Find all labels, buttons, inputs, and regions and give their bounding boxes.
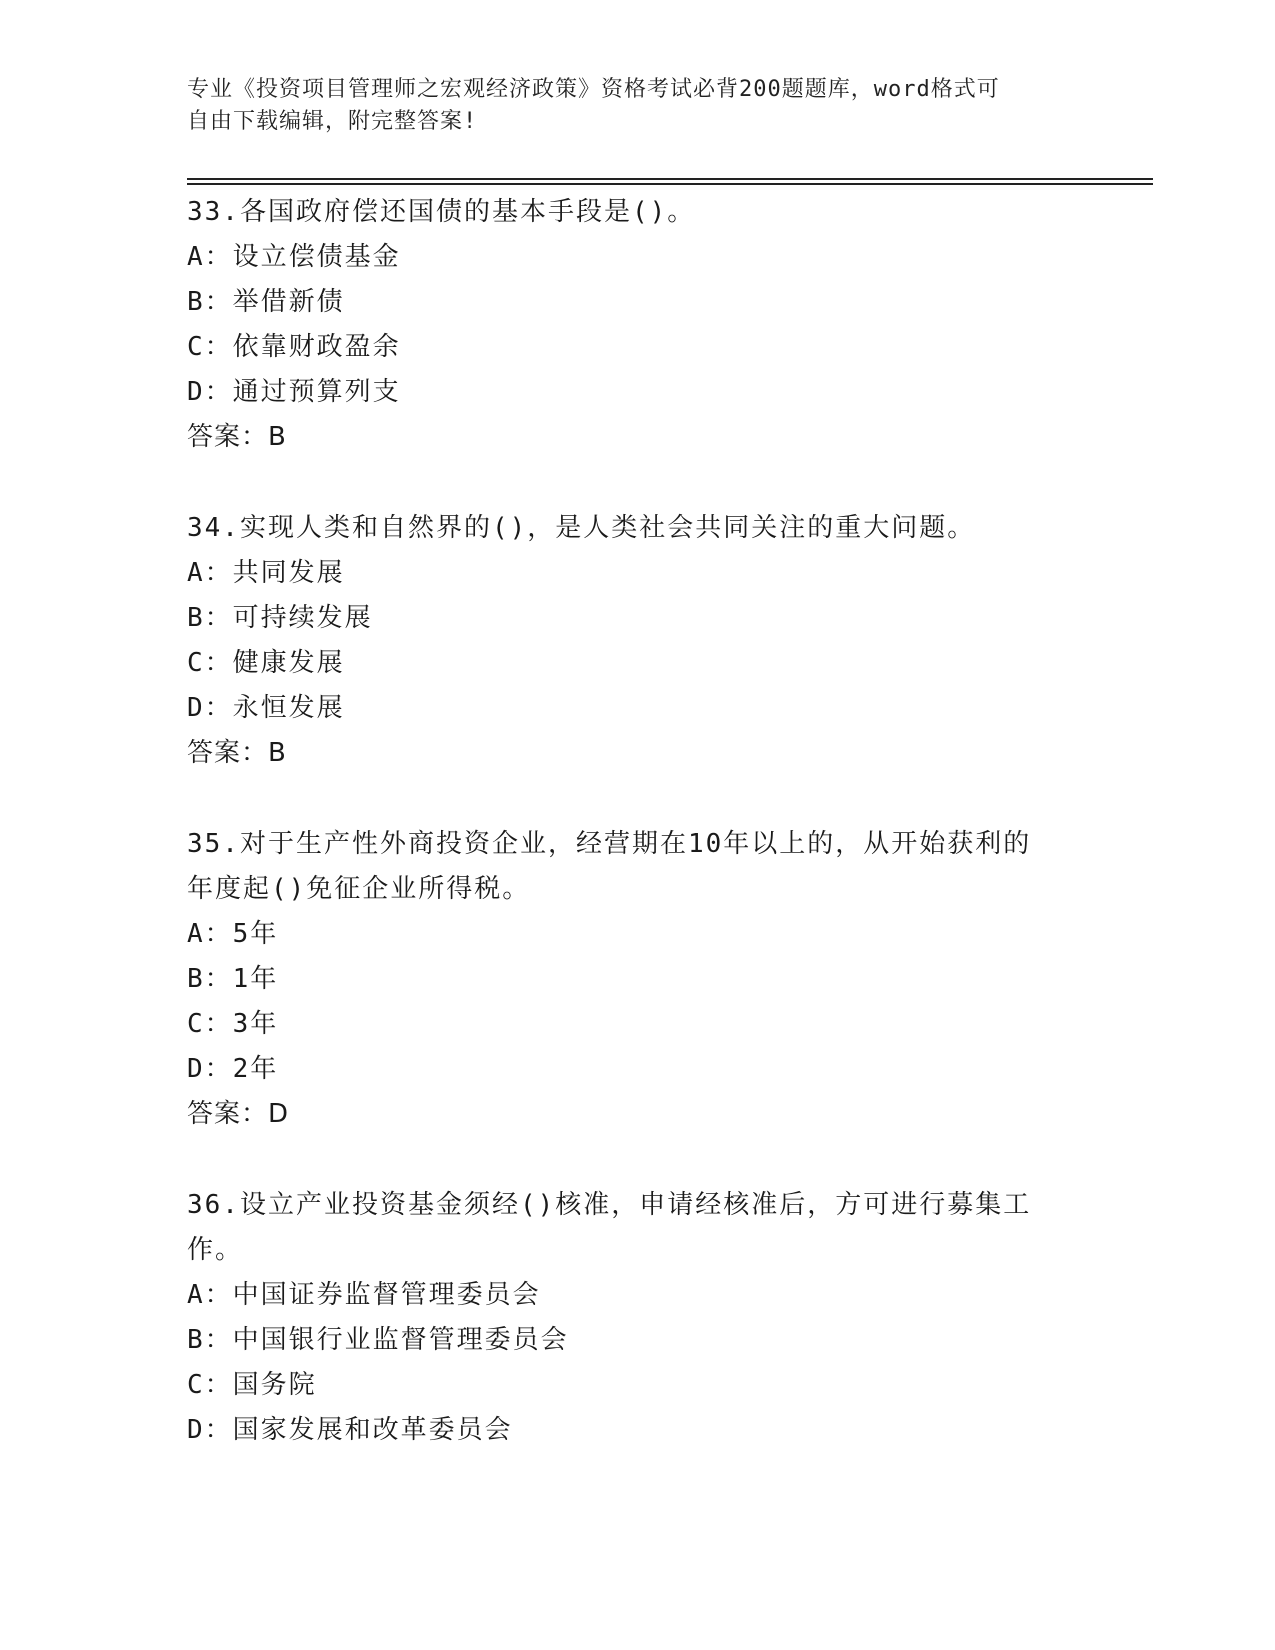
- option-text: 通过预算列支: [232, 377, 401, 407]
- option-text: 1年: [232, 964, 279, 994]
- question-stem: 34.实现人类和自然界的()，是人类社会共同关注的重大问题。: [187, 513, 976, 543]
- header-divider-top: [187, 178, 1153, 180]
- option-letter: A：: [187, 919, 233, 949]
- question-stem: 36.设立产业投资基金须经()核准，申请经核准后，方可进行募集工作。: [187, 1190, 1032, 1265]
- option-letter: A：: [187, 558, 233, 588]
- option-letter: C：: [187, 332, 233, 362]
- option-letter: B：: [187, 287, 233, 317]
- option-c: [187, 325, 1087, 370]
- option-letter: C：: [187, 648, 233, 678]
- question-block-35: [187, 822, 1087, 1137]
- option-a: [187, 912, 1087, 957]
- option-text: 国务院: [232, 1370, 317, 1400]
- question-block-34: [187, 506, 1087, 776]
- option-c: [187, 1002, 1087, 1047]
- question-block-36: [187, 1183, 1087, 1453]
- question-stem: 35.对于生产性外商投资企业，经营期在10年以上的，从开始获利的年度起()免征企业所得税。: [187, 829, 1032, 904]
- option-d: [187, 686, 1087, 731]
- option-text: 永恒发展: [232, 693, 345, 723]
- option-b: [187, 280, 1087, 325]
- option-text: 3年: [232, 1009, 279, 1039]
- option-letter: D：: [187, 1415, 233, 1445]
- header-line-2: 自由下载编辑，附完整答案!: [187, 109, 478, 134]
- option-text: 可持续发展: [232, 603, 373, 633]
- option-text: 中国银行业监督管理委员会: [232, 1325, 569, 1355]
- question-stem: 33.各国政府偿还国债的基本手段是()。: [187, 197, 696, 227]
- option-text: 中国证券监督管理委员会: [232, 1280, 541, 1310]
- option-letter: B：: [187, 964, 233, 994]
- option-letter: C：: [187, 1370, 233, 1400]
- option-letter: D：: [187, 1054, 233, 1084]
- option-d: [187, 1047, 1087, 1092]
- option-a: [187, 1273, 1087, 1318]
- question-list: [187, 190, 1087, 1453]
- option-c: [187, 1363, 1087, 1408]
- option-c: [187, 641, 1087, 686]
- option-text: 举借新债: [232, 287, 345, 317]
- option-letter: C：: [187, 1009, 233, 1039]
- option-text: 设立偿债基金: [232, 242, 401, 272]
- option-a: [187, 235, 1087, 280]
- option-d: [187, 1408, 1087, 1453]
- option-letter: B：: [187, 1325, 233, 1355]
- option-letter: A：: [187, 242, 233, 272]
- option-letter: D：: [187, 377, 233, 407]
- option-b: [187, 1318, 1087, 1363]
- header-line-1: 专业《投资项目管理师之宏观经济政策》资格考试必背200题题库，word格式可: [187, 77, 1000, 102]
- answer-line: 答案：B: [187, 422, 287, 452]
- option-letter: D：: [187, 693, 233, 723]
- option-text: 国家发展和改革委员会: [232, 1415, 513, 1445]
- option-letter: B：: [187, 603, 233, 633]
- answer-line: 答案：B: [187, 738, 287, 768]
- option-text: 共同发展: [232, 558, 345, 588]
- option-text: 依靠财政盈余: [232, 332, 401, 362]
- option-b: [187, 596, 1087, 641]
- document-header: [187, 74, 1067, 138]
- option-letter: A：: [187, 1280, 233, 1310]
- option-b: [187, 957, 1087, 1002]
- option-a: [187, 551, 1087, 596]
- answer-line: 答案：D: [187, 1099, 290, 1129]
- option-d: [187, 370, 1087, 415]
- header-divider-bottom: [187, 183, 1153, 185]
- option-text: 2年: [232, 1054, 279, 1084]
- option-text: 健康发展: [232, 648, 345, 678]
- option-text: 5年: [232, 919, 279, 949]
- question-block-33: [187, 190, 1087, 460]
